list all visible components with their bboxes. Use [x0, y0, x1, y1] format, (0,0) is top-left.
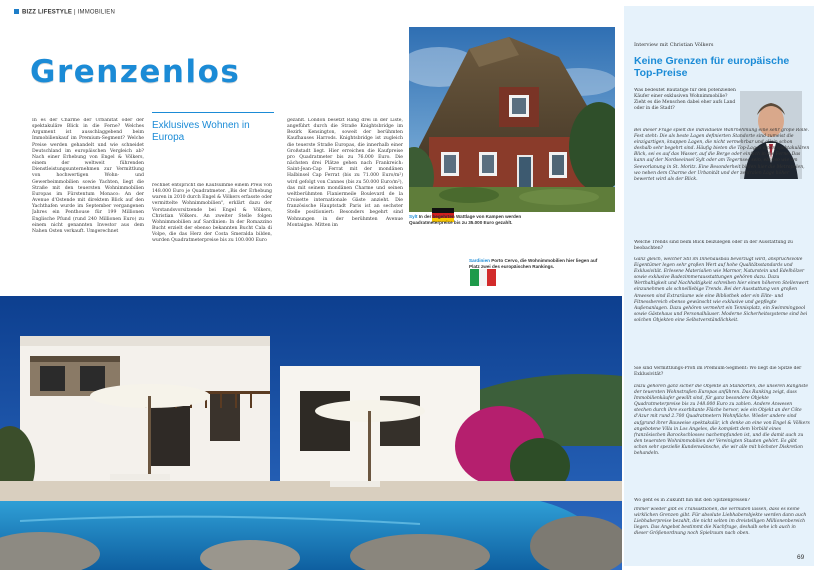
section-separator: |	[74, 9, 76, 16]
interview-answer-2: Ganz gleich, welcher Stil im Innenausbau bevorzugt wird, anspruchsvolle Eigentümer legen sehr großen Wert auf hohe Qualitätsstandards und Exklusivität. Erlesene Materialien wie Marmor, Naturstein und Edelhölzer sowie exklusive Badezimmerausstattungen gehören dazu. Dazu Werthaltigkeit und Nachhaltigkeit schreiben hier einen höheren Stellenwert einzunehmen als schnelllebige Trends. Bei der Ausstattung von großen Anwesen sind Extraräume wie eine Bibliothek oder ein Elite- und Fitnessbereich ebenso gewünscht wie exklusive und gepflegte Außenanlagen. Dazu gehören vermehrt ein Tennisplatz, ein Swimmingpool sowie Gästehaus und Personalhäuser. Moderne Sicherheitssysteme sind bei solchen Objekten eine Selbstverständlichkeit.	[634, 257, 809, 323]
article-lead-column: In es der Charme der Urbanität oder der spektakuläre Blick in die Ferne? Welches Argument ist ausschlaggebend beim Immobilienkauf im Premium-Segment? Welche Preise werden gehandelt und wie schneidet Deutschland im europäischen Vergleich ab? Nach einer Erhebung von Engel & Völkers, einem der weltweit führenden Dienstleistungsunternehmen zur Vermittlung von hochwertigen Wohn- und Gewerbeimmobilien sowie Yachten, liegt die Straße mit den teuersten Wohnimmobilien Europas im Fürstentum Monaco: An der Avenue d'Ostende mit direktem Blick auf den Yachthafen wurde im September vergangenen Jahres ein Penthouse für 199 Millionen Englische Pfund (rund 240 Millionen Euro) zu einem nicht genannten Investor aus dem Nahen Osten verkauft. Umgerechnet	[32, 118, 144, 234]
article-title: Grenzenlos	[30, 54, 241, 90]
article-middle-column: rechnet entspricht die Kaufsumme einem Preis von 148.000 Euro je Quadratmeter. „Bis der Erhebung waren in 2010 durch Engel & Völkers erfasste oder vermittelte Wohnimmobilien", erklärt dazu der Vorstandsvorsitzende bei Engel & Völkers, Christian Völkers. An zweiter Stelle folgen Wohnimmobilien auf Sardinien: In der Romazzino Bucht erzielt der ebenso bekannten Bucht Cala di Volpe, die das Herz der Costa Smeralda bilden, wurden Quadratmeterpreise bis zu 100.000 Euro	[152, 183, 272, 244]
section-header	[14, 9, 115, 16]
interview-answer-1: Bei dieser Frage spielt die individuelle Wahrnehmung eine sehr große Rolle. Fest steht: Die als beste Lagen definierten Standorte sind zumeist die einzigartigen, knappen Lagen, die nicht vermehrbar und allein schon deshalb sehr begehrt sind. Häufig bieten die Top-Lagen einen spektakulären Blick, sei es auf das Wasser, auf die Berge oder einfach in die Ferne. Das kann auf der Nordseeinsel Sylt oder am Tegernsee sein, ebenso wie am Seevorlanung in St. Moritz. Eine Besonderheit bilden hier die Metropolen, wo neben dem Charme der Urbanität und der zentralen Lage höher bewertet wird als der Blick.	[634, 128, 810, 182]
interview-question-4: Wo geht es in Zukunft hin mit den Spitzenpreisen?	[634, 498, 750, 503]
interview-answer-3: Dazu gehören ganz sicher die Objekte an Standorten, die unseren Rangliste der teuersten Wohnstraßen Europas anführen. Das Ranking zeigt, dass Immobilienkäufer gewillt sind, für ganz besondere Objekte Quadratmeterpreise bis zu 148.000 Euro zu zahlen. Andere Anwesen stechen durch ihre exorbitante Fläche hervor, wie ein Objekt an der Côte d'Azur mit rund 2.700 Quadratmetern Wohnfläche. Wieder andere sind aufgrund ihrer Bauweise spektakulär, ich denke an eine von Engel & Völkers angebotene Villa in Los Angeles, die komplett dem Vorbild eines französischen Barockschlosses nachempfunden ist, und die damit auch zu den teuersten Wohnimmobilien der Vereinigten Staaten gehört. Es gibt schon sehr spezielle Kundenwünsche, die wir alle mit höchster Diskretion behandeln.	[634, 384, 810, 457]
italy-flag-icon	[470, 269, 496, 286]
interview-answer-4: Immer wieder gibt es Transaktionen, die vermuten lassen, dass es keine wirklichen Grenzen gibt. Für absolute Liebhaberobjekte werden dann auch Liebhaberpreise bezahlt, die nicht selten im dreistelligen Millionenbereich liegen. Das Angebot bestimmt die Nachfrage, deshalb sehe ich auch in dieser Größenordnung noch Spielraum nach oben.	[634, 507, 807, 537]
page-number: 69	[797, 554, 805, 561]
sylt-caption-text: In der begehrten Wattlage von Kampen werden Quadratmeterpreise bis zu 35.000 Euro gezahlt.	[409, 214, 522, 226]
interview-question-2: Welche Trends sind beim Blick beizulegen oder in der Ausstattung zu beobachten?	[634, 240, 793, 252]
sardinia-caption-place: Sardinien	[469, 258, 490, 263]
article-subheading: Exklusives Wohnen in Europa	[152, 120, 250, 143]
interview-kicker: Interview mit Christian Völkers	[634, 42, 714, 48]
sardinia-villa-photo	[0, 296, 622, 570]
sylt-caption-place: Sylt	[409, 214, 418, 219]
interview-question-1: Was bedeutet Bautätige für den potenziellen Käufer einer exklusiven Wohnimmobilie? Zieht es die Menschen dabei eher aufs Land oder in die Stadt?	[634, 88, 736, 112]
subheading-rule	[152, 112, 274, 113]
sylt-caption	[409, 214, 529, 226]
sylt-house-photo	[409, 27, 615, 212]
sardinia-caption-text: Porto Cervo, die Wohnimmobilien hier liegen auf Platz zwei des europäischen Rankings.	[469, 258, 598, 270]
article-right-column: gezahlt. London besetzt Rang drei in der Liste, angeführt durch die Straße Knightsbridge im Bezirk Kensington, soweit der berühmten Kaufhauses Harrods. Knightsbridge ist zugleich die teuerste Straße Europas, die innerhalb einer Großstadt liegt. Hier erreichen die Kaufpreise pro Quadratmeter bis zu 76.000 Euro. Die nächsten drei Plätze gehen nach Frankreich: Saint-Jean-Cap Ferrat mit der mondänen Halbinsel Cap Ferrat (bis zu 71.000 Euro/m²) wird gefolgt von Cannes (bis zu 50.000 Euro/m²), das mit seinem mondänen Charme und seinen weltberühmten Flaniermeile Boulevard de la Croisette internationale Gäste anzieht. Die französische Hauptstadt Paris ist an sechster Stelle positioniert: Besonders begehrt sind Wohnungen in der berühmten Avenue Montaigne. Mitten im	[287, 118, 403, 228]
sardinia-caption	[469, 258, 609, 270]
section-name: BIZZ LIFESTYLE	[22, 9, 73, 16]
interview-question-3: Sie sind Vermittlungs-Profi im Premium-Segment: Wo liegt die Spitze der Exklusivität?	[634, 366, 802, 378]
section-marker-icon	[14, 9, 19, 14]
interview-title: Keine Grenzen für europäische Top-Preise	[634, 55, 790, 79]
subsection-name: IMMOBILIEN	[77, 9, 115, 16]
